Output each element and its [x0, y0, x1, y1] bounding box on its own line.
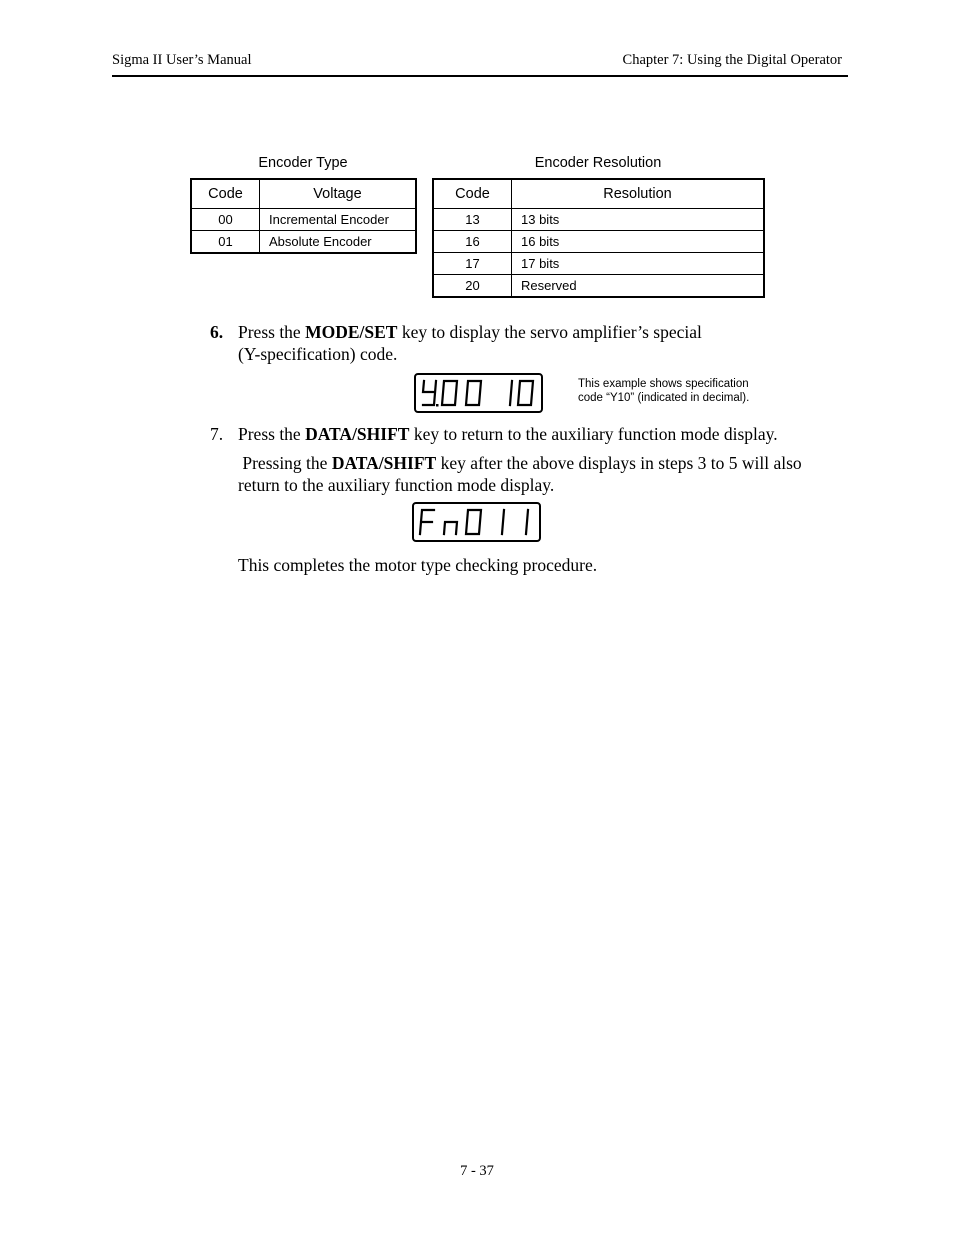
step-text-part: key to display the servo amplifier’s special	[397, 322, 702, 342]
display-note	[578, 377, 749, 405]
encoder-resolution-table	[432, 178, 765, 298]
step-text-part: return to the auxiliary function mode display.	[238, 475, 555, 495]
table-cell: 16 bits	[512, 231, 765, 253]
seven-segment-readout	[416, 375, 541, 411]
key-name: DATA/SHIFT	[305, 424, 410, 444]
table-header-row	[191, 179, 416, 209]
table-cell: 13 bits	[512, 209, 765, 231]
column-header: Code	[191, 179, 260, 209]
table-cell: Incremental Encoder	[260, 209, 417, 231]
step-text-part: Press the	[238, 424, 306, 444]
step-6	[210, 321, 830, 367]
table-cell: 13	[433, 209, 512, 231]
table-cell: 01	[191, 231, 260, 254]
table-row	[433, 275, 764, 298]
column-header: Code	[433, 179, 512, 209]
header-chapter-title: Chapter 7: Using the Digital Operator	[622, 52, 842, 68]
encoder-type-title: Encoder Type	[258, 155, 348, 171]
table-cell: 20	[433, 275, 512, 298]
column-header: Resolution	[512, 179, 765, 209]
table-row	[433, 231, 764, 253]
step-text-part: key after the above displays in steps 3 to 5 will also	[436, 453, 802, 473]
header-manual-title: Sigma II User’s Manual	[112, 52, 252, 68]
operator-display-yspec	[414, 373, 543, 413]
key-name: MODE/SET	[305, 322, 398, 342]
operator-display-fn011	[412, 502, 541, 542]
step-text-part: Press the	[238, 322, 306, 342]
step-number: 6.	[210, 322, 224, 342]
table-header-row	[433, 179, 764, 209]
table-row	[433, 253, 764, 275]
table-cell: Reserved	[512, 275, 765, 298]
step-7	[210, 423, 850, 503]
table-row	[191, 231, 416, 254]
encoder-type-table	[190, 178, 417, 254]
step-text-part: (Y-specification) code.	[238, 344, 398, 364]
page-number: 7 - 37	[460, 1163, 494, 1179]
note-line: code “Y10” (indicated in decimal).	[578, 392, 750, 404]
table-cell: Absolute Encoder	[260, 231, 417, 254]
note-line: This example shows specification	[578, 378, 749, 390]
conclusion-text: This completes the motor type checking procedure.	[238, 555, 598, 575]
table-row	[433, 209, 764, 231]
encoder-resolution-title: Encoder Resolution	[534, 155, 662, 171]
step-paragraph	[238, 452, 802, 496]
step-text	[238, 423, 778, 445]
key-name: DATA/SHIFT	[331, 453, 437, 473]
table-cell: 17	[433, 253, 512, 275]
column-header: Voltage	[260, 179, 417, 209]
step-text	[238, 321, 702, 365]
step-text-part: Pressing the	[238, 453, 332, 473]
table-row	[191, 209, 416, 231]
table-cell: 16	[433, 231, 512, 253]
step-number: 7.	[210, 424, 224, 444]
table-cell: 00	[191, 209, 260, 231]
step-text-part: key to return to the auxiliary function mode display.	[409, 424, 778, 444]
seven-segment-readout	[414, 504, 539, 540]
header-rule	[112, 75, 848, 77]
table-cell: 17 bits	[512, 253, 765, 275]
